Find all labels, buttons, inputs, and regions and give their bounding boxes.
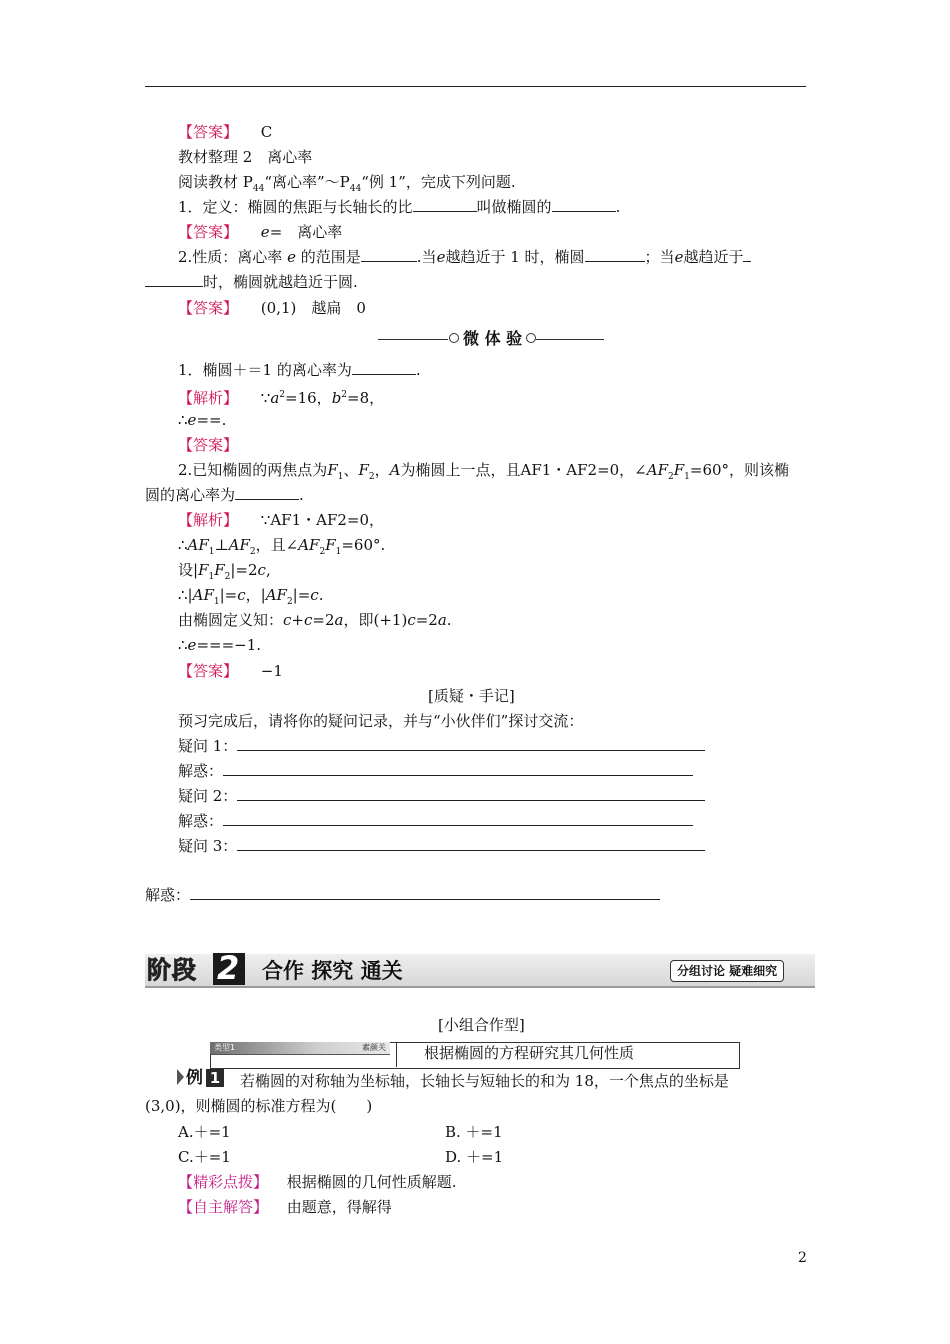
answer-row-5 xyxy=(178,661,283,681)
subscript: 2 xyxy=(668,472,674,482)
math-var: F xyxy=(358,461,369,479)
note-row xyxy=(145,885,660,905)
text: 2.已知椭圆的两焦点为 xyxy=(178,461,328,479)
type-divider xyxy=(396,1042,397,1067)
text: . xyxy=(299,486,304,504)
note-label: 疑问 1： xyxy=(178,737,238,755)
notes-intro: 预习完成后，请将你的疑问记录，并与“小伙伴们”探讨交流： xyxy=(178,712,584,730)
type-title: 根据椭圆的方程研究其几何性质 xyxy=(424,1044,635,1062)
play-icon xyxy=(177,1069,184,1085)
math-var: AF xyxy=(228,536,250,554)
math-var: A xyxy=(389,461,401,479)
answer-row-2 xyxy=(178,222,342,242)
subscript: 2 xyxy=(249,547,256,557)
note-label: 解惑： xyxy=(145,886,191,904)
answer-value: C xyxy=(260,123,273,141)
separator-line xyxy=(536,339,604,340)
math-var: c xyxy=(407,611,416,629)
math-var: b xyxy=(331,389,342,407)
math-var: e xyxy=(187,411,197,429)
subscript: 2 xyxy=(319,547,326,557)
text: ⊥ xyxy=(214,536,229,554)
circle-icon xyxy=(526,333,536,343)
note-row xyxy=(178,761,693,781)
math-var: a xyxy=(334,611,344,629)
answer-label: 【答案】 xyxy=(178,223,239,241)
text: 由椭圆定义知： xyxy=(178,611,284,629)
text: 设| xyxy=(178,561,199,579)
question-2-line-1 xyxy=(178,460,789,487)
math-var: c xyxy=(283,611,292,629)
math-var: F xyxy=(673,461,685,479)
superscript: 2 xyxy=(341,390,348,400)
text: |=2 xyxy=(230,561,258,579)
read-instruction xyxy=(178,172,516,199)
text: 叫做椭圆的 xyxy=(476,198,552,216)
circle-icon xyxy=(449,333,459,343)
math-var: e xyxy=(674,248,684,266)
example-line-1: 若椭圆的对称轴为坐标轴，长轴长与短轴长的和为 18，一个焦点的坐标是 xyxy=(240,1072,729,1090)
note-label: 解惑： xyxy=(178,762,224,780)
text: 阅读教材 P xyxy=(178,173,253,191)
math-var: e xyxy=(287,248,296,266)
superscript: 2 xyxy=(279,390,286,400)
stage-word: 阶段 xyxy=(147,956,197,984)
text: ===−1. xyxy=(196,636,262,654)
text: 、 xyxy=(343,461,359,479)
subscript: 1 xyxy=(335,547,342,557)
header-rule xyxy=(145,86,806,87)
hint-label: 【精彩点拨】 xyxy=(178,1173,269,1191)
group-title: [小组合作型] xyxy=(438,1016,525,1034)
micro-title: 微 体 验 xyxy=(463,329,523,348)
option-c[interactable]: C.＋=1 xyxy=(178,1148,231,1166)
hint-row xyxy=(178,1172,457,1192)
answer-label: 【答案】 xyxy=(178,662,239,680)
note-row xyxy=(178,836,705,856)
answer-value: (0,1) 越扁 0 xyxy=(260,299,366,317)
example-number: 1 xyxy=(206,1069,224,1087)
math-var: F xyxy=(198,561,209,579)
note-label: 疑问 2： xyxy=(178,787,238,805)
stage-number: 2 xyxy=(217,949,240,987)
text: ∴| xyxy=(178,586,193,604)
note-input-line[interactable] xyxy=(237,786,705,801)
text: =2 xyxy=(312,611,335,629)
text: 为椭圆上一点，且AF1・AF2=0，∠ xyxy=(400,461,647,479)
text: 越趋近于 1 时，椭圆 xyxy=(445,248,585,266)
note-label: 疑问 3： xyxy=(178,837,238,855)
subscript: 1 xyxy=(213,597,220,607)
fill-blank[interactable] xyxy=(235,485,299,500)
question-2-line-2 xyxy=(145,485,304,505)
fill-blank[interactable] xyxy=(743,247,751,262)
type-tag-right: 素颜关 xyxy=(362,1043,386,1052)
text: |= xyxy=(292,586,311,604)
text: “例 1”，完成下列问题. xyxy=(361,173,516,191)
math-var: F xyxy=(327,461,338,479)
math-var: a xyxy=(270,389,280,407)
note-row xyxy=(178,811,693,831)
math-var: AF xyxy=(298,536,320,554)
note-input-line[interactable] xyxy=(237,736,705,751)
math-var: AF xyxy=(646,461,668,479)
option-d[interactable]: D. ＋=1 xyxy=(445,1148,504,1166)
text: ∴ xyxy=(178,636,188,654)
text: 的范围是 xyxy=(300,248,361,266)
subscript: 44 xyxy=(252,184,265,194)
property-line-2 xyxy=(145,272,358,292)
definition-line xyxy=(178,197,620,217)
analysis-line xyxy=(178,560,271,587)
text: . xyxy=(446,611,452,629)
note-input-line[interactable] xyxy=(237,836,705,851)
example-line-2: (3,0)，则椭圆的标准方程为( ) xyxy=(145,1097,373,1115)
self-answer-text: 由题意，得解得 xyxy=(286,1198,392,1216)
text: 圆的离心率为 xyxy=(145,486,236,504)
text: . xyxy=(415,361,421,379)
fill-blank[interactable] xyxy=(585,247,645,262)
math-var: c xyxy=(310,586,319,604)
fill-blank[interactable] xyxy=(361,247,417,262)
text: . xyxy=(615,198,621,216)
analysis-line xyxy=(178,585,323,612)
math-var: e xyxy=(436,248,446,266)
text: ，| xyxy=(245,586,266,604)
page-number: 2 xyxy=(798,1250,807,1266)
answer-label: 【答案】 xyxy=(178,299,239,317)
text: ∵AF1・AF2=0， xyxy=(260,511,385,529)
note-label: 解惑： xyxy=(178,812,224,830)
subscript: 1 xyxy=(208,572,215,582)
therefore-line xyxy=(178,410,226,430)
analysis-line xyxy=(178,610,452,630)
text: ∴ xyxy=(178,536,188,554)
math-var: AF xyxy=(187,536,209,554)
fill-blank[interactable] xyxy=(352,360,416,375)
subscript: 1 xyxy=(208,547,215,557)
text: ；当 xyxy=(644,248,675,266)
subscript: 1 xyxy=(684,472,690,482)
math-var: c xyxy=(257,561,266,579)
text: =8， xyxy=(347,389,385,407)
answer-row-4 xyxy=(178,435,238,455)
math-var: AF xyxy=(192,586,214,604)
answer-value: = 离心率 xyxy=(269,223,343,241)
text: ，且∠ xyxy=(255,536,299,554)
fill-blank[interactable] xyxy=(413,197,477,212)
math-var: e xyxy=(260,223,270,241)
analysis-line xyxy=(178,535,385,562)
section-title: 教材整理 2 离心率 xyxy=(178,148,313,166)
text: 1．椭圆＋＝1 的离心率为 xyxy=(178,361,352,379)
answer-value: −1 xyxy=(260,662,283,680)
math-var: a xyxy=(437,611,447,629)
text: ∵ xyxy=(260,389,271,407)
text: , xyxy=(265,561,271,579)
example-label: 例 xyxy=(186,1068,203,1088)
text: =16， xyxy=(285,389,332,407)
option-b[interactable]: B. ＋=1 xyxy=(445,1123,503,1141)
note-input-line[interactable] xyxy=(223,811,693,826)
analysis-line xyxy=(178,635,261,655)
analysis-label: 【解析】 xyxy=(178,511,239,529)
stage-badge: 分组讨论 疑难细究 xyxy=(670,960,784,982)
fill-blank[interactable] xyxy=(145,272,203,287)
text: .当 xyxy=(416,248,437,266)
subscript: 44 xyxy=(349,184,362,194)
note-input-line[interactable] xyxy=(190,885,660,900)
stage-title: 合作 探究 通关 xyxy=(262,958,403,983)
text: ==. xyxy=(196,411,227,429)
type-tag-left: 类型1 xyxy=(214,1043,236,1052)
text: 2.性质：离心率 xyxy=(178,248,283,266)
math-var: e xyxy=(187,636,197,654)
question-1 xyxy=(178,360,421,380)
text: 越趋近于 xyxy=(683,248,744,266)
analysis-row-2 xyxy=(178,510,384,530)
answer-row-1 xyxy=(178,122,272,142)
text: 1．定义：椭圆的焦距与长轴长的比 xyxy=(178,198,413,216)
math-var: F xyxy=(325,536,336,554)
text: . xyxy=(318,586,324,604)
text: “离心率”～P xyxy=(264,173,350,191)
math-var: c xyxy=(237,586,246,604)
option-a[interactable]: A.＋=1 xyxy=(178,1123,231,1141)
subscript: 2 xyxy=(286,597,293,607)
math-var: c xyxy=(304,611,313,629)
subscript: 2 xyxy=(224,572,231,582)
math-var: F xyxy=(214,561,225,579)
notes-title: [质疑・手记] xyxy=(428,687,515,705)
analysis-row-1 xyxy=(178,385,384,408)
text: ∴ xyxy=(178,411,188,429)
text: =60°，则该椭 xyxy=(689,461,790,479)
note-input-line[interactable] xyxy=(223,761,693,776)
text: 时，椭圆就越趋近于圆. xyxy=(203,273,358,291)
answer-label: 【答案】 xyxy=(178,436,239,454)
analysis-label: 【解析】 xyxy=(178,389,239,407)
property-line-1 xyxy=(178,247,751,267)
self-answer-row xyxy=(178,1197,392,1217)
text: ， xyxy=(374,461,390,479)
separator-line xyxy=(378,339,448,340)
answer-row-3 xyxy=(178,298,366,318)
math-var: AF xyxy=(265,586,287,604)
subscript: 1 xyxy=(337,472,344,482)
text: ，即(+1) xyxy=(343,611,408,629)
text: + xyxy=(291,611,304,629)
self-answer-label: 【自主解答】 xyxy=(178,1198,269,1216)
note-row xyxy=(178,786,705,806)
note-row xyxy=(178,736,705,756)
fill-blank[interactable] xyxy=(552,197,616,212)
subscript: 2 xyxy=(368,472,375,482)
text: |= xyxy=(219,586,238,604)
text: =60°. xyxy=(341,536,386,554)
hint-text: 根据椭圆的几何性质解题. xyxy=(286,1173,457,1191)
answer-label: 【答案】 xyxy=(178,123,239,141)
text: =2 xyxy=(415,611,438,629)
